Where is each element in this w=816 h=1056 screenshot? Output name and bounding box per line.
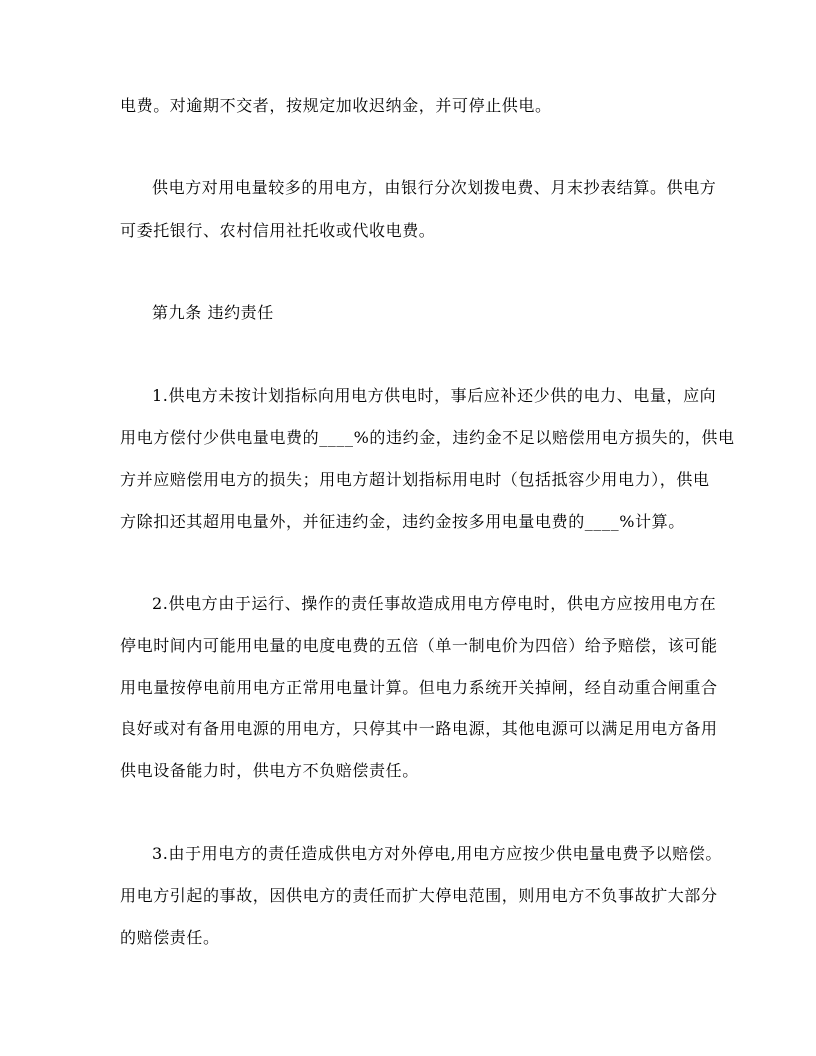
paragraph-line: 的赔偿责任。 bbox=[120, 928, 220, 947]
paragraph-line: 用电方引起的事故，因供电方的责任而扩大停电范围，则用电方不负事故扩大部分 bbox=[120, 886, 718, 905]
paragraph-line: 方除扣还其超用电量外，并征违约金，违约金按多用电量电费的____%计算。 bbox=[120, 512, 685, 531]
paragraph-line: 供电方对用电量较多的用电方，由银行分次划拨电费、月末抄表结算。供电方 bbox=[152, 178, 717, 197]
paragraph-line: 3.由于用电方的责任造成供电方对外停电,用电方应按少供电量电费予以赔偿。 bbox=[152, 844, 722, 863]
paragraph-line: 2.供电方由于运行、操作的责任事故造成用电方停电时，供电方应按用电方在 bbox=[152, 594, 717, 613]
paragraph-line: 停电时间内可能用电量的电度电费的五倍（单一制电价为四倍）给予赔偿，该可能 bbox=[120, 636, 718, 655]
paragraph-line: 1.供电方未按计划指标向用电方供电时，事后应补还少供的电力、电量，应向 bbox=[152, 386, 717, 405]
paragraph-line: 可委托银行、农村信用社托收或代收电费。 bbox=[120, 221, 436, 240]
paragraph-line: 电费。对逾期不交者，按规定加收迟纳金，并可停止供电。 bbox=[120, 96, 552, 115]
paragraph-line: 供电设备能力时，供电方不负赔偿责任。 bbox=[120, 761, 419, 780]
paragraph-line: 方并应赔偿用电方的损失；用电方超计划指标用电时（包括抵容少用电力），供电 bbox=[120, 470, 710, 489]
paragraph-line: 良好或对有备用电源的用电方，只停其中一路电源，其他电源可以满足用电方备用 bbox=[120, 719, 718, 738]
paragraph-line: 用电量按停电前用电方正常用电量计算。但电力系统开关掉闸，经自动重合闸重合 bbox=[120, 678, 718, 697]
article-heading: 第九条 违约责任 bbox=[152, 303, 274, 322]
paragraph-line: 用电方偿付少供电量电费的____%的违约金，违约金不足以赔偿用电方损失的，供电 bbox=[120, 428, 735, 447]
